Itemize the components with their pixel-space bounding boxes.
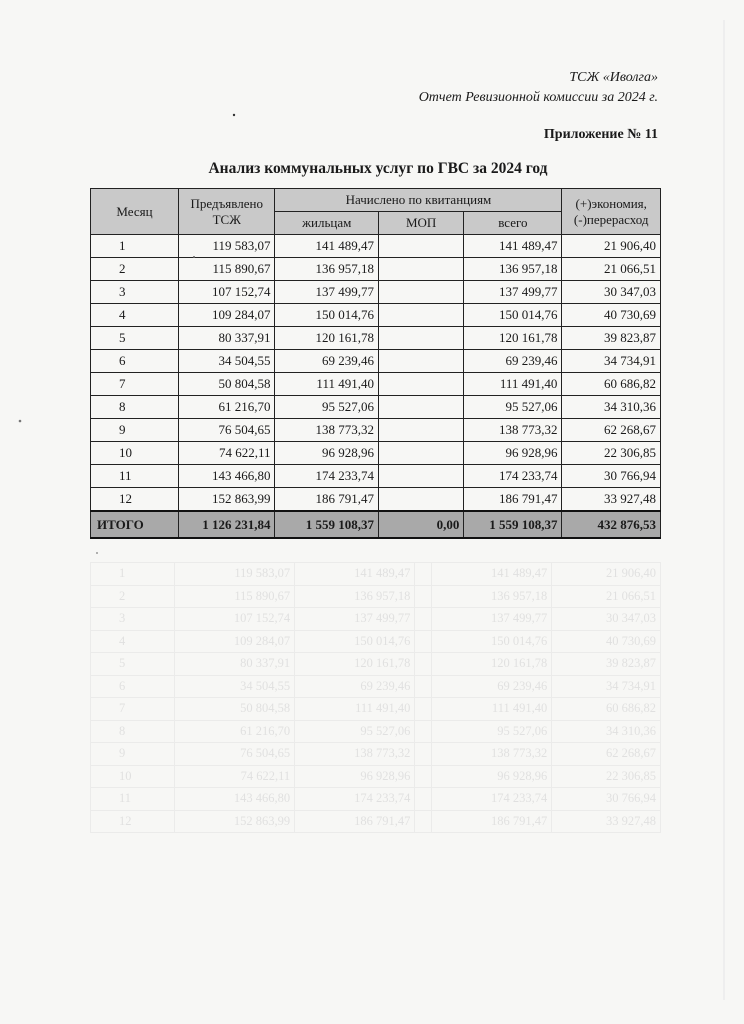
cell-presented: 109 284,07: [178, 304, 275, 327]
cell-residents: 174 233,74: [275, 465, 378, 488]
cell-month: 6: [91, 350, 179, 373]
cell-presented: 152 863,99: [178, 488, 275, 512]
cell-balance: 39 823,87: [562, 327, 661, 350]
cell-month: 7: [91, 373, 179, 396]
cell-balance: 34 734,91: [562, 350, 661, 373]
cell-total: 111 491,40: [464, 373, 562, 396]
cell-presented: 143 466,80: [178, 465, 275, 488]
cell-month: 9: [91, 419, 179, 442]
bleed-through-cell: 34 504,55: [174, 675, 294, 698]
cell-month: 5: [91, 327, 179, 350]
totals-label: ИТОГО: [91, 511, 179, 538]
cell-total: 96 928,96: [464, 442, 562, 465]
bleed-through-cell: 21 066,51: [552, 585, 661, 608]
cell-presented: 119 583,07: [178, 235, 275, 258]
bleed-through-cell: 76 504,65: [174, 743, 294, 766]
bleed-through-cell: 8: [91, 720, 175, 743]
header-month: Месяц: [91, 189, 179, 235]
bleed-through-cell: 9: [91, 743, 175, 766]
bleed-through-cell: 138 773,32: [295, 743, 415, 766]
bleed-through-cell: 137 499,77: [295, 608, 415, 631]
totals-total: 1 559 108,37: [464, 511, 562, 538]
cell-presented: 80 337,91: [178, 327, 275, 350]
totals-mop: 0,00: [378, 511, 463, 538]
bleed-through-cell: 74 622,11: [174, 765, 294, 788]
cell-month: 4: [91, 304, 179, 327]
cell-residents: 138 773,32: [275, 419, 378, 442]
cell-presented: 74 622,11: [178, 442, 275, 465]
cell-balance: 30 347,03: [562, 281, 661, 304]
bleed-through-cell: 120 161,78: [431, 653, 551, 676]
cell-presented: 61 216,70: [178, 396, 275, 419]
bleed-through-cell: 141 489,47: [295, 563, 415, 586]
bleed-through-cell: 138 773,32: [431, 743, 551, 766]
cell-balance: 34 310,36: [562, 396, 661, 419]
totals-presented: 1 126 231,84: [178, 511, 275, 538]
bleed-through-cell: 21 906,40: [552, 563, 661, 586]
cell-residents: 120 161,78: [275, 327, 378, 350]
cell-residents: 95 527,06: [275, 396, 378, 419]
cell-balance: 60 686,82: [562, 373, 661, 396]
cell-residents: 150 014,76: [275, 304, 378, 327]
table-title: Анализ коммунальных услуг по ГВС за 2024 год: [208, 160, 548, 177]
bleed-through-cell: 34 734,91: [552, 675, 661, 698]
totals-residents: 1 559 108,37: [275, 511, 378, 538]
bleed-through-cell: 143 466,80: [174, 788, 294, 811]
cell-residents: 96 928,96: [275, 442, 378, 465]
cell-total: 150 014,76: [464, 304, 562, 327]
header-presented: Предъявлено ТСЖ: [178, 189, 275, 235]
bleed-through-cell: 50 804,58: [174, 698, 294, 721]
bleed-through-cell: 1: [91, 563, 175, 586]
cell-residents: 111 491,40: [275, 373, 378, 396]
cell-presented: 115 890,67: [178, 258, 275, 281]
bleed-through-cell: 3: [91, 608, 175, 631]
bleed-through-cell: 61 216,70: [174, 720, 294, 743]
cell-total: 120 161,78: [464, 327, 562, 350]
cell-presented: 107 152,74: [178, 281, 275, 304]
cell-balance: 21 066,51: [562, 258, 661, 281]
bleed-through-cell: 39 823,87: [552, 653, 661, 676]
cell-total: 186 791,47: [464, 488, 562, 512]
bleed-through-cell: 69 239,46: [295, 675, 415, 698]
bleed-through-cell: 95 527,06: [295, 720, 415, 743]
bleed-through-cell: 11: [91, 788, 175, 811]
bleed-through-cell: 111 491,40: [431, 698, 551, 721]
cell-presented: 50 804,58: [178, 373, 275, 396]
bleed-through-cell: 34 310,36: [552, 720, 661, 743]
bleed-through-cell: 7: [91, 698, 175, 721]
bleed-through-cell: 80 337,91: [174, 653, 294, 676]
bleed-through-cell: 30 347,03: [552, 608, 661, 631]
cell-total: 141 489,47: [464, 235, 562, 258]
bleed-through-cell: 96 928,96: [431, 765, 551, 788]
cell-balance: 30 766,94: [562, 465, 661, 488]
cell-presented: 76 504,65: [178, 419, 275, 442]
bleed-through-cell: 136 957,18: [431, 585, 551, 608]
bleed-through-cell: 4: [91, 630, 175, 653]
cell-total: 69 239,46: [464, 350, 562, 373]
bleed-through-cell: 186 791,47: [295, 810, 415, 833]
totals-balance: 432 876,53: [562, 511, 661, 538]
header-balance: (+)экономия, (-)перерасход: [562, 189, 661, 235]
cell-balance: 33 927,48: [562, 488, 661, 512]
cell-residents: 136 957,18: [275, 258, 378, 281]
bleed-through-cell: 109 284,07: [174, 630, 294, 653]
cell-month: 10: [91, 442, 179, 465]
cell-month: 12: [91, 488, 179, 512]
bleed-through-cell: 174 233,74: [431, 788, 551, 811]
cell-residents: 137 499,77: [275, 281, 378, 304]
header-residents: жильцам: [275, 212, 378, 235]
bleed-through-cell: 115 890,67: [174, 585, 294, 608]
cell-balance: 40 730,69: [562, 304, 661, 327]
cell-month: 3: [91, 281, 179, 304]
cell-month: 1: [91, 235, 179, 258]
organization-name: ТСЖ «Иволга»: [569, 70, 658, 85]
bleed-through-cell: 62 268,67: [552, 743, 661, 766]
report-name: Отчет Ревизионной комиссии за 2024 г.: [418, 90, 658, 105]
bleed-through-cell: 30 766,94: [552, 788, 661, 811]
bleed-through-cell: 96 928,96: [295, 765, 415, 788]
header-total: всего: [464, 212, 562, 235]
header-mop: МОП: [378, 212, 463, 235]
cell-residents: 186 791,47: [275, 488, 378, 512]
bleed-through-cell: 33 927,48: [552, 810, 661, 833]
bleed-through-cell: 152 863,99: [174, 810, 294, 833]
bleed-through-cell: 107 152,74: [174, 608, 294, 631]
bleed-through-cell: 2: [91, 585, 175, 608]
bleed-through-cell: 111 491,40: [295, 698, 415, 721]
cell-total: 136 957,18: [464, 258, 562, 281]
bleed-through-cell: 95 527,06: [431, 720, 551, 743]
bleed-through-cell: 5: [91, 653, 175, 676]
bleed-through-cell: 137 499,77: [431, 608, 551, 631]
bleed-through-cell: 22 306,85: [552, 765, 661, 788]
cell-month: 11: [91, 465, 179, 488]
bleed-through-cell: 119 583,07: [174, 563, 294, 586]
bleed-through-cell: 150 014,76: [295, 630, 415, 653]
bleed-through-cell: 186 791,47: [431, 810, 551, 833]
bleed-through-cell: 150 014,76: [431, 630, 551, 653]
bleed-through-cell: 120 161,78: [295, 653, 415, 676]
bleed-through-cell: 69 239,46: [431, 675, 551, 698]
bleed-through-cell: 6: [91, 675, 175, 698]
bleed-through-cell: 60 686,82: [552, 698, 661, 721]
bleed-through-cell: 10: [91, 765, 175, 788]
cell-total: 137 499,77: [464, 281, 562, 304]
cell-total: 174 233,74: [464, 465, 562, 488]
appendix-label: Приложение № 11: [543, 127, 658, 142]
bleed-through-cell: 136 957,18: [295, 585, 415, 608]
cell-total: 138 773,32: [464, 419, 562, 442]
cell-total: 95 527,06: [464, 396, 562, 419]
bleed-through-cell: 141 489,47: [431, 563, 551, 586]
bleed-through-cell: 12: [91, 810, 175, 833]
cell-residents: 69 239,46: [275, 350, 378, 373]
cell-balance: 62 268,67: [562, 419, 661, 442]
cell-balance: 22 306,85: [562, 442, 661, 465]
bleed-through-cell: 174 233,74: [295, 788, 415, 811]
cell-residents: 141 489,47: [275, 235, 378, 258]
cell-balance: 21 906,40: [562, 235, 661, 258]
cell-month: 8: [91, 396, 179, 419]
bleed-through-cell: 40 730,69: [552, 630, 661, 653]
cell-month: 2: [91, 258, 179, 281]
cell-presented: 34 504,55: [178, 350, 275, 373]
header-charged-group: Начислено по квитанциям: [275, 189, 562, 212]
